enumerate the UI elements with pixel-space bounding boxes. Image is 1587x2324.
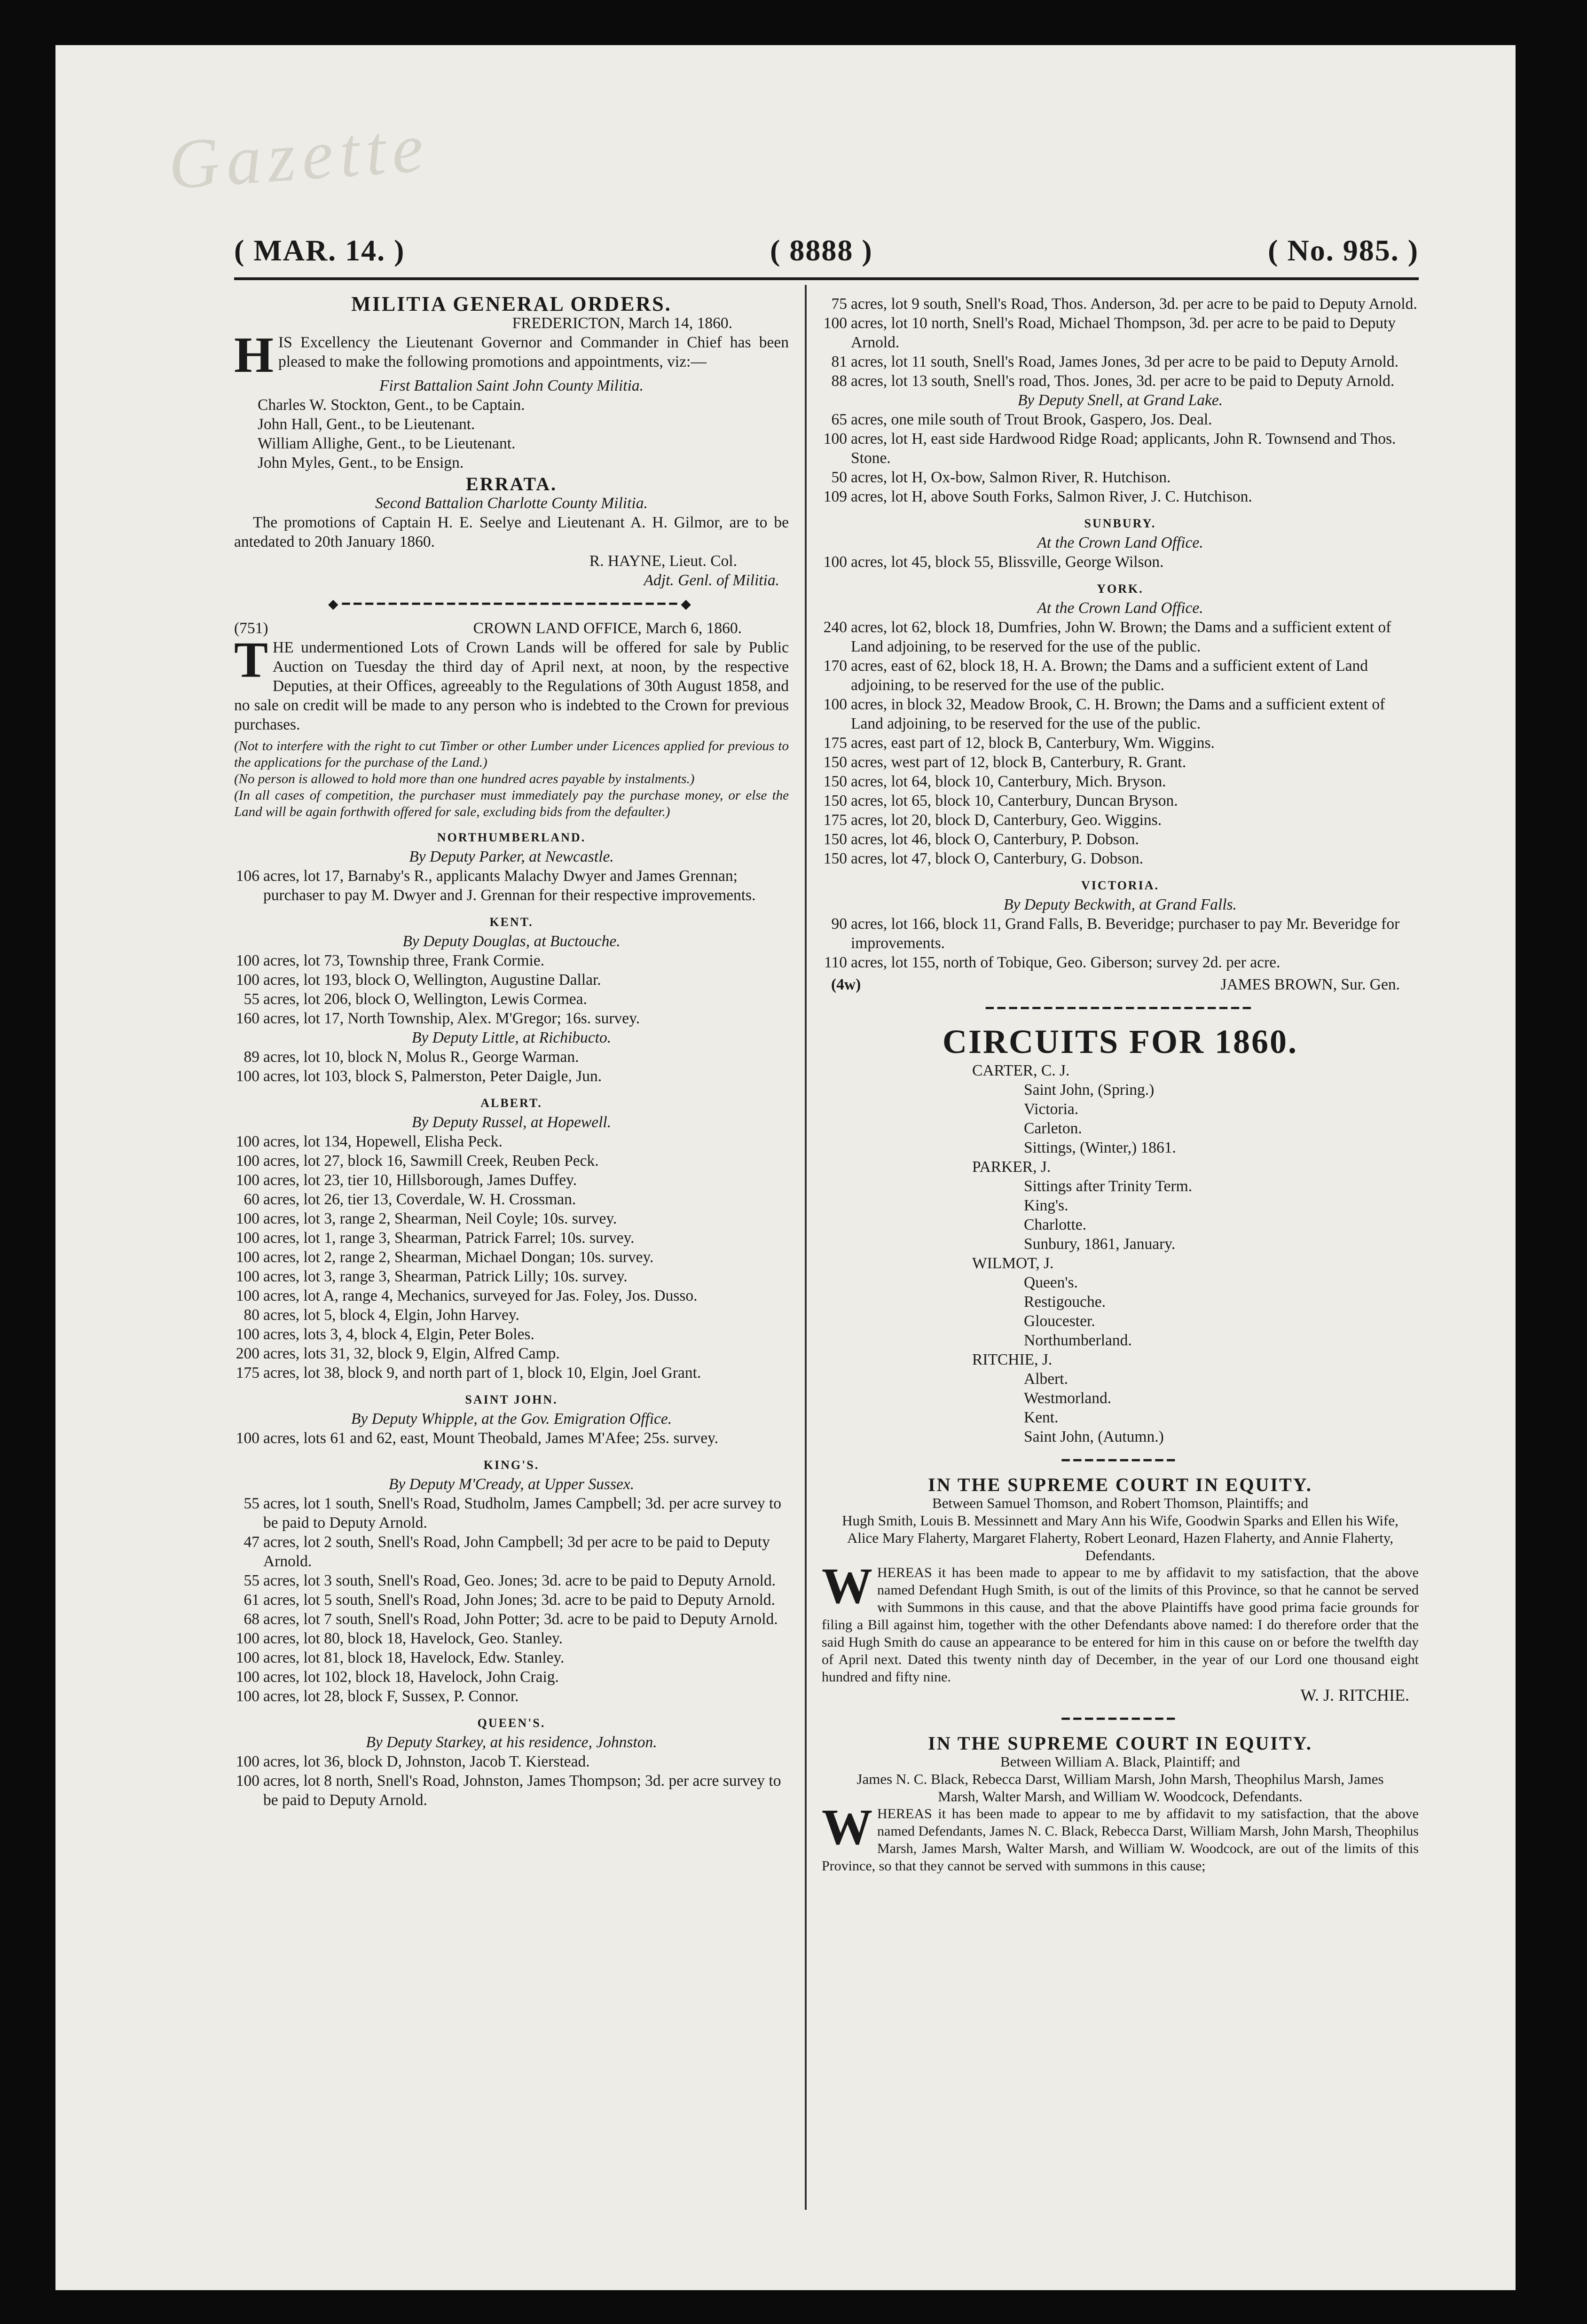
newspaper-page [55,45,1516,2290]
crown-signature-row [822,975,1419,994]
land-lot-entry [822,753,1419,772]
lot-acreage: 100 [236,1268,259,1285]
appointment: John Myles, Gent., to be Ensign. [258,454,464,471]
header-rule [234,277,1419,280]
lot-description: acres, lot 10, block N, Molus R., George Warman. [263,1048,579,1066]
lot-acreage: 100 [236,1248,259,1266]
lot-acreage: 100 [823,314,847,332]
crown-note: (Not to interfere with the right to cut Timber or other Lumber under Licences applied for previous to the applications for the purchase of the Land.) [234,738,789,770]
lot-acreage: 100 [236,1133,259,1150]
lot-description: acres, lot 28, block F, Sussex, P. Connor. [263,1688,519,1705]
lot-description: acres, east part of 12, block B, Canterbury, Wm. Wiggins. [851,734,1215,752]
circuit-place: Charlotte. [1024,1216,1087,1233]
divider-ornament: ━━━━━━━━━━ [1061,1453,1179,1468]
lot-description: acres, west part of 12, block B, Canterbury, R. Grant. [851,754,1186,771]
equity1-heading: IN THE SUPREME COURT IN EQUITY. [928,1474,1312,1495]
equity1-parties [822,1494,1419,1564]
appointment: John Hall, Gent., to be Lieutenant. [258,416,475,433]
land-lot-entry [234,970,789,989]
land-lot-entry [234,951,789,970]
lot-description: acres, lot 3 south, Snell's Road, Geo. Jones; 3d. acre to be paid to Deputy Arnold. [263,1572,776,1589]
lot-acreage: 100 [236,1668,259,1686]
circuit-place: Restigouche. [1024,1293,1106,1311]
land-lot-entry [234,1047,789,1067]
lot-acreage: 89 [244,1048,259,1066]
militia-heading: MILITIA GENERAL ORDERS. [351,292,672,315]
deputy-line: At the Crown Land Office. [1037,599,1203,617]
land-lot-entry [822,953,1419,972]
lot-acreage: 47 [244,1533,259,1551]
left-column [234,294,789,1810]
lot-description: acres, lot 1, range 3, Shearman, Patrick Farrel; 10s. survey. [263,1229,635,1247]
lot-description: acres, lot 9 south, Snell's Road, Thos. Anderson, 3d. per acre to be paid to Deputy Arnold. [851,295,1417,313]
dropcap: W [822,1558,872,1614]
land-lot-entry [234,866,789,905]
county-heading: KING'S. [483,1458,540,1472]
lot-description: acres, lot 206, block O, Wellington, Lewis Cormea. [263,990,587,1008]
lot-description: acres, lot 102, block 18, Havelock, John Craig. [263,1668,559,1686]
crown-intro: THE undermentioned Lots of Crown Lands will be offered for sale by Public Auction on Tuesday the third day of April next, at noon, by the respective Deputies, at their Offices, agreeably to the Regulations of 30th August 1858, and no sale on credit will be made to any person who is indebted to the Crown for previous purchases. [234,632,789,733]
land-lot-entry [234,1190,789,1209]
crown-note: (In all cases of competition, the purchaser must immediately pay the purchase money, or else the Land will be again forthwith offered for sale, excluding bids from the defaulter.) [234,788,789,819]
column-divider [805,285,807,2210]
land-lot-entry [234,1151,789,1170]
lot-acreage: 100 [236,1326,259,1343]
lot-description: acres, lot 10 north, Snell's Road, Michael Thompson, 3d. per acre to be paid to Deputy Arnold. [851,314,1396,351]
lot-description: acres, lot A, range 4, Mechanics, surveyed for Jas. Foley, Jos. Dusso. [263,1287,698,1304]
land-lot-entry [822,314,1419,352]
land-lot-entry [822,294,1419,314]
land-lot-entry [822,849,1419,868]
lot-description: acres, lot 17, Barnaby's R., applicants Malachy Dwyer and James Grennan; purchaser to pay M. Dwyer and J. Grennan for their respective improvements. [263,867,756,904]
county-heading: KENT. [489,915,534,929]
land-lot-entry [822,410,1419,429]
dropcap: W [822,1799,872,1855]
lot-acreage: 100 [823,430,847,448]
equity2-parties [822,1753,1419,1805]
lot-acreage: 75 [831,295,847,313]
circuit-place: Queen's. [1024,1274,1078,1291]
lot-description: acres, lot H, Ox-bow, Salmon River, R. Hutchison. [851,469,1171,486]
lot-description: acres, lot 103, block S, Palmerston, Peter Daigle, Jun. [263,1068,602,1085]
lot-acreage: 100 [236,1429,259,1447]
lot-description: acres, east of 62, block 18, H. A. Brown; the Dams and a sufficient extent of Land adjoining, to be reserved for the use of the public. [851,657,1368,694]
lot-description: acres, lot 134, Hopewell, Elisha Peck. [263,1133,503,1150]
lot-acreage: 100 [236,952,259,969]
header-date: ( MAR. 14. ) [234,234,405,267]
lot-description: acres, lot 26, tier 13, Coverdale, W. H. Crossman. [263,1191,576,1208]
circuit-place: Gloucester. [1024,1312,1095,1330]
lot-acreage: 150 [823,831,847,848]
lot-description: acres, lot H, east side Hardwood Ridge Road; applicants, John R. Townsend and Thos. Stone. [851,430,1396,467]
lot-description: acres, lot 73, Township three, Frank Cormie. [263,952,545,969]
crown-lands-right-list [822,294,1419,972]
lot-description: acres, lot 81, block 18, Havelock, Edw. Stanley. [263,1649,565,1666]
lot-acreage: 80 [244,1306,259,1324]
lot-description: acres, lot 62, block 18, Dumfries, John W. Brown; the Dams and a sufficient extent of Land adjoining, to be reserved for the use of the public. [851,619,1391,655]
lot-description: acres, lot 64, block 10, Canterbury, Mich. Bryson. [851,773,1166,790]
lot-acreage: 100 [236,1630,259,1647]
circuit-place: Saint John, (Spring.) [1024,1081,1155,1099]
land-lot-entry [234,1571,789,1590]
divider-ornament: ━━━━━━━━━━ [1061,1712,1179,1727]
lot-description: acres, lot 7 south, Snell's Road, John Potter; 3d. acre to be paid to Deputy Arnold. [263,1610,778,1628]
deputy-line: By Deputy Douglas, at Buctouche. [402,933,621,950]
lot-acreage: 175 [236,1364,259,1382]
lot-description: acres, lot 3, range 2, Shearman, Neil Coyle; 10s. survey. [263,1210,617,1227]
lot-acreage: 100 [236,971,259,989]
lot-acreage: 150 [823,773,847,790]
lot-acreage: 100 [236,1210,259,1227]
land-lot-entry [234,1771,789,1810]
circuits-heading: CIRCUITS FOR 1860. [942,1023,1298,1060]
lot-description: acres, lots 61 and 62, east, Mount Theobald, James M'Afee; 25s. survey. [263,1429,719,1447]
lot-description: acres, lot 1 south, Snell's Road, Studholm, James Campbell; 3d. per acre survey to be paid to Deputy Arnold. [263,1495,782,1531]
lot-acreage: 175 [823,734,847,752]
land-lot-entry [822,429,1419,468]
lot-acreage: 100 [236,1068,259,1085]
lot-description: acres, lot 20, block D, Canterbury, Geo. Wiggins. [851,811,1162,829]
lot-acreage: 100 [236,1753,259,1770]
militia-signer: R. HAYNE, Lieut. Col. [589,552,737,570]
lot-acreage: 55 [244,1572,259,1589]
lot-description: acres, lot 65, block 10, Canterbury, Duncan Bryson. [851,792,1178,809]
circuit-judge: CARTER, C. J. [972,1062,1070,1079]
county-heading: QUEEN'S. [477,1716,546,1730]
circuit-place: Albert. [1024,1370,1068,1388]
lot-acreage: 100 [823,553,847,571]
militia-signer-title: Adjt. Genl. of Militia. [644,572,779,589]
appointment: Charles W. Stockton, Gent., to be Captain. [258,396,525,414]
land-lot-entry [234,1248,789,1267]
lot-acreage: 175 [823,811,847,829]
land-lot-entry [234,1067,789,1086]
circuits-list [822,1061,1419,1446]
lot-description: acres, lot 5 south, Snell's Road, John Jones; 3d. acre to be paid to Deputy Arnold. [263,1591,776,1609]
crown-dateline-row [234,619,789,638]
land-lot-entry [822,552,1419,572]
circuit-place: King's. [1024,1197,1068,1214]
equity1-plaintiffs: Between Samuel Thomson, and Robert Thomson, Plaintiffs; and [932,1495,1308,1511]
lot-acreage: 100 [236,1688,259,1705]
land-lot-entry [822,618,1419,656]
lot-description: acres, lots 31, 32, block 9, Elgin, Alfred Camp. [263,1345,560,1362]
land-lot-entry [822,791,1419,810]
divider-ornament: ━━━━━━━━━━━━━━━━━━━━━━━ [986,1001,1255,1016]
land-lot-entry [822,810,1419,830]
lot-description: acres, lot 193, block O, Wellington, Augustine Dallar. [263,971,601,989]
lot-acreage: 150 [823,754,847,771]
lot-description: acres, lot 3, range 3, Shearman, Patrick Lilly; 10s. survey. [263,1268,628,1285]
lot-description: acres, lot 80, block 18, Havelock, Geo. Stanley. [263,1630,563,1647]
land-lot-entry [234,1009,789,1028]
dropcap: T [234,632,268,688]
lot-acreage: 90 [831,915,847,933]
circuit-judge: RITCHIE, J. [972,1351,1053,1368]
divider-ornament: ◆━━━━━━━━━━━━━━━━━━━━━━━━━━━━━◆ [328,597,695,612]
lot-description: acres, lots 3, 4, block 4, Elgin, Peter Boles. [263,1326,534,1343]
lot-acreage: 109 [823,488,847,505]
lot-description: acres, lot 155, north of Tobique, Geo. Giberson; survey 2d. per acre. [851,954,1281,971]
deputy-line: By Deputy Whipple, at the Gov. Emigration Office. [351,1410,672,1428]
land-lot-entry [234,1494,789,1532]
land-lot-entry [822,695,1419,733]
header-page-number: ( 8888 ) [770,234,873,267]
land-lot-entry [234,1629,789,1648]
land-lot-entry [822,487,1419,506]
land-lot-entry [822,772,1419,791]
circuit-place: Westmorland. [1024,1390,1112,1407]
lot-description: acres, lot 13 south, Snell's road, Thos. Jones, 3d. per acre to be paid to Deputy Arnold. [851,372,1395,390]
lot-acreage: 150 [823,850,847,867]
page-header [234,233,1419,275]
lot-description: acres, lot 47, block O, Canterbury, G. Dobson. [851,850,1144,867]
lot-acreage: 50 [831,469,847,486]
insertion-term: (4w) [831,976,861,993]
circuit-place: Carleton. [1024,1120,1082,1137]
lot-description: acres, one mile south of Trout Brook, Gaspero, Jos. Deal. [851,411,1212,428]
lot-description: acres, lot 45, block 55, Blissville, George Wilson. [851,553,1164,571]
land-lot-entry [234,1267,789,1286]
land-lot-entry [822,468,1419,487]
lot-acreage: 100 [236,1772,259,1790]
land-lot-entry [234,1363,789,1382]
circuit-place: Sittings, (Winter,) 1861. [1024,1139,1176,1156]
lot-acreage: 55 [244,990,259,1008]
land-lot-entry [234,1752,789,1771]
lot-description: acres, lot 46, block O, Canterbury, P. Dobson. [851,831,1139,848]
lot-acreage: 100 [236,1287,259,1304]
circuit-place: Kent. [1024,1409,1059,1426]
lot-acreage: 110 [824,954,847,971]
land-lot-entry [822,914,1419,953]
lot-acreage: 150 [823,792,847,809]
lot-acreage: 100 [236,1229,259,1247]
circuit-place: Northumberland. [1024,1332,1132,1349]
land-lot-entry [234,1667,789,1687]
lot-acreage: 88 [831,372,847,390]
equity1-signer: W. J. RITCHIE. [1300,1686,1409,1704]
lot-acreage: 100 [823,696,847,713]
lot-acreage: 55 [244,1495,259,1512]
equity2-plaintiffs: Between William A. Black, Plaintiff; and [1000,1753,1240,1770]
dropcap: H [234,327,274,383]
lot-description: acres, lot 11 south, Snell's Road, James Jones, 3d per acre to be paid to Deputy Arnold. [851,353,1398,370]
land-lot-entry [234,1170,789,1190]
equity2-defendants: James N. C. Black, Rebecca Darst, William Marsh, John Marsh, Theophilus Marsh, James Marsh, Walter Marsh, and William W. Woodcock, Defendants. [856,1771,1384,1805]
equity1-body: WHEREAS it has been made to appear to me by affidavit to my satisfaction, that the above named Defendant Hugh Smith, is out of the limits of this Province, so that he cannot be served with Summons in this cause, and that the above Plaintiffs have good prima facie grounds for filing a Bill against him, together with the other Defendants above named: I do therefore order that the said Hugh Smith do cause an appearance to be entered for him in this cause on or before the twelfth day of April next. Dated this twenty ninth day of December, in the year of our Lord one thousand eight hundred and fifty nine. [822,1558,1419,1685]
county-heading: VICTORIA. [1081,879,1159,892]
equity1-defendants: Hugh Smith, Louis B. Messinnett and Mary Ann his Wife, Goodwin Sparks and Ellen his Wife, Alice Mary Flaherty, Margaret Flaherty, Robert Leonard, Hazen Flaherty, and Annie Flaherty, Defendants. [842,1512,1398,1563]
equity2-body: WHEREAS it has been made to appear to me by affidavit to my satisfaction, that the above named Defendants, James N. C. Black, Rebecca Darst, William Marsh, John Marsh, Theophilus Marsh, James Marsh, Walter Marsh, and William W. Woodcock, are out of the limits of this Province, so that they cannot be served with summons in this cause; [822,1799,1419,1874]
lot-acreage: 100 [236,1152,259,1170]
lot-acreage: 100 [236,1171,259,1189]
lot-acreage: 170 [823,657,847,675]
lot-description: acres, lot 36, block D, Johnston, Jacob T. Kierstead. [263,1753,590,1770]
battalion-title: First Battalion Saint John County Militia. [379,377,644,394]
land-lot-entry [822,733,1419,753]
deputy-line: By Deputy Starkey, at his residence, Johnston. [366,1734,657,1751]
land-lot-entry [234,1286,789,1305]
land-lot-entry [234,1325,789,1344]
deputy-line: By Deputy Snell, at Grand Lake. [1017,392,1223,409]
lot-acreage: 65 [831,411,847,428]
crown-signer: JAMES BROWN, Sur. Gen. [1220,976,1400,993]
deputy-line: By Deputy M'Cready, at Upper Sussex. [388,1476,635,1493]
land-lot-entry [234,1429,789,1448]
circuit-place: Victoria. [1024,1100,1079,1118]
lot-description: acres, lot 17, North Township, Alex. M'Gregor; 16s. survey. [263,1010,640,1027]
circuit-place: Sittings after Trinity Term. [1024,1178,1193,1195]
land-lot-entry [822,830,1419,849]
land-lot-entry [822,371,1419,391]
header-issue-number: ( No. 985. ) [1268,234,1419,267]
appointment: William Allighe, Gent., to be Lieutenant. [258,435,516,452]
lot-description: acres, lot 8 north, Snell's Road, Johnston, James Thompson; 3d. per acre survey to be paid to Deputy Arnold. [263,1772,781,1809]
land-lot-entry [234,1344,789,1363]
crown-dateline: CROWN LAND OFFICE, March 6, 1860. [473,620,742,637]
land-lot-entry [822,656,1419,695]
land-lot-entry [234,1305,789,1325]
land-lot-entry [234,1228,789,1248]
deputy-line: At the Crown Land Office. [1037,534,1203,551]
county-heading: ALBERT. [480,1096,542,1110]
crown-note: (No person is allowed to hold more than one hundred acres payable by instalments.) [234,771,695,786]
circuit-judge: WILMOT, J. [972,1255,1054,1272]
land-lot-entry [234,1132,789,1151]
militia-dateline: FREDERICTON, March 14, 1860. [512,314,732,332]
deputy-line: By Deputy Beckwith, at Grand Falls. [1004,896,1237,913]
lot-acreage: 81 [831,353,847,370]
county-heading: SUNBURY. [1084,517,1156,530]
county-heading: NORTHUMBERLAND. [437,831,586,844]
crown-lands-left-list [234,828,789,1810]
lot-description: acres, in block 32, Meadow Brook, C. H. Brown; the Dams and a sufficient extent of Land adjoining, to be reserved for the use of the public. [851,696,1385,732]
lot-acreage: 160 [236,1010,259,1027]
errata-battalion: Second Battalion Charlotte County Militia. [375,495,648,512]
lot-description: acres, lot 23, tier 10, Hillsborough, James Duffey. [263,1171,577,1189]
lot-description: acres, lot 166, block 11, Grand Falls, B. Beveridge; purchaser to pay Mr. Beveridge for improvements. [851,915,1400,952]
equity2-heading: IN THE SUPREME COURT IN EQUITY. [928,1733,1312,1754]
circuit-place: Saint John, (Autumn.) [1024,1428,1164,1445]
land-lot-entry [234,1532,789,1571]
lot-acreage: 60 [244,1191,259,1208]
lot-description: acres, lot 2, range 2, Shearman, Michael Dongan; 10s. survey. [263,1248,654,1266]
lot-description: acres, lot 2 south, Snell's Road, John Campbell; 3d per acre to be paid to Deputy Arnold. [263,1533,770,1570]
land-lot-entry [234,1610,789,1629]
crown-notice-number: (751) [234,620,268,637]
land-lot-entry [234,1209,789,1228]
county-heading: YORK. [1097,582,1144,596]
circuit-judge: PARKER, J. [972,1158,1051,1176]
deputy-line: By Deputy Little, at Richibucto. [411,1029,612,1046]
land-lot-entry [234,1648,789,1667]
militia-intro: HIS Excellency the Lieutenant Governor and Commander in Chief has been pleased to make the following promotions and appointments, viz:— [234,327,789,383]
county-heading: SAINT JOHN. [465,1393,558,1406]
lot-description: acres, lot 5, block 4, Elgin, John Harvey. [263,1306,519,1324]
lot-acreage: 200 [236,1345,259,1362]
deputy-line: By Deputy Russel, at Hopewell. [411,1114,612,1131]
deputy-line: By Deputy Parker, at Newcastle. [409,848,614,865]
lot-description: acres, lot H, above South Forks, Salmon River, J. C. Hutchison. [851,488,1252,505]
lot-acreage: 61 [244,1591,259,1609]
right-column [822,294,1419,1875]
land-lot-entry [234,989,789,1009]
lot-acreage: 100 [236,1649,259,1666]
lot-acreage: 240 [823,619,847,636]
land-lot-entry [822,352,1419,371]
circuit-place: Sunbury, 1861, January. [1024,1235,1176,1253]
lot-acreage: 68 [244,1610,259,1628]
lot-acreage: 106 [236,867,259,885]
handwritten-annotation: Gazette [165,108,432,204]
errata-heading: ERRATA. [466,473,557,495]
land-lot-entry [234,1590,789,1610]
lot-description: acres, lot 38, block 9, and north part of 1, block 10, Elgin, Joel Grant. [263,1364,701,1382]
errata-text: The promotions of Captain H. E. Seelye and Lieutenant A. H. Gilmor, are to be antedated to 20th January 1860. [234,514,789,550]
lot-description: acres, lot 27, block 16, Sawmill Creek, Reuben Peck. [263,1152,599,1170]
land-lot-entry [234,1687,789,1706]
